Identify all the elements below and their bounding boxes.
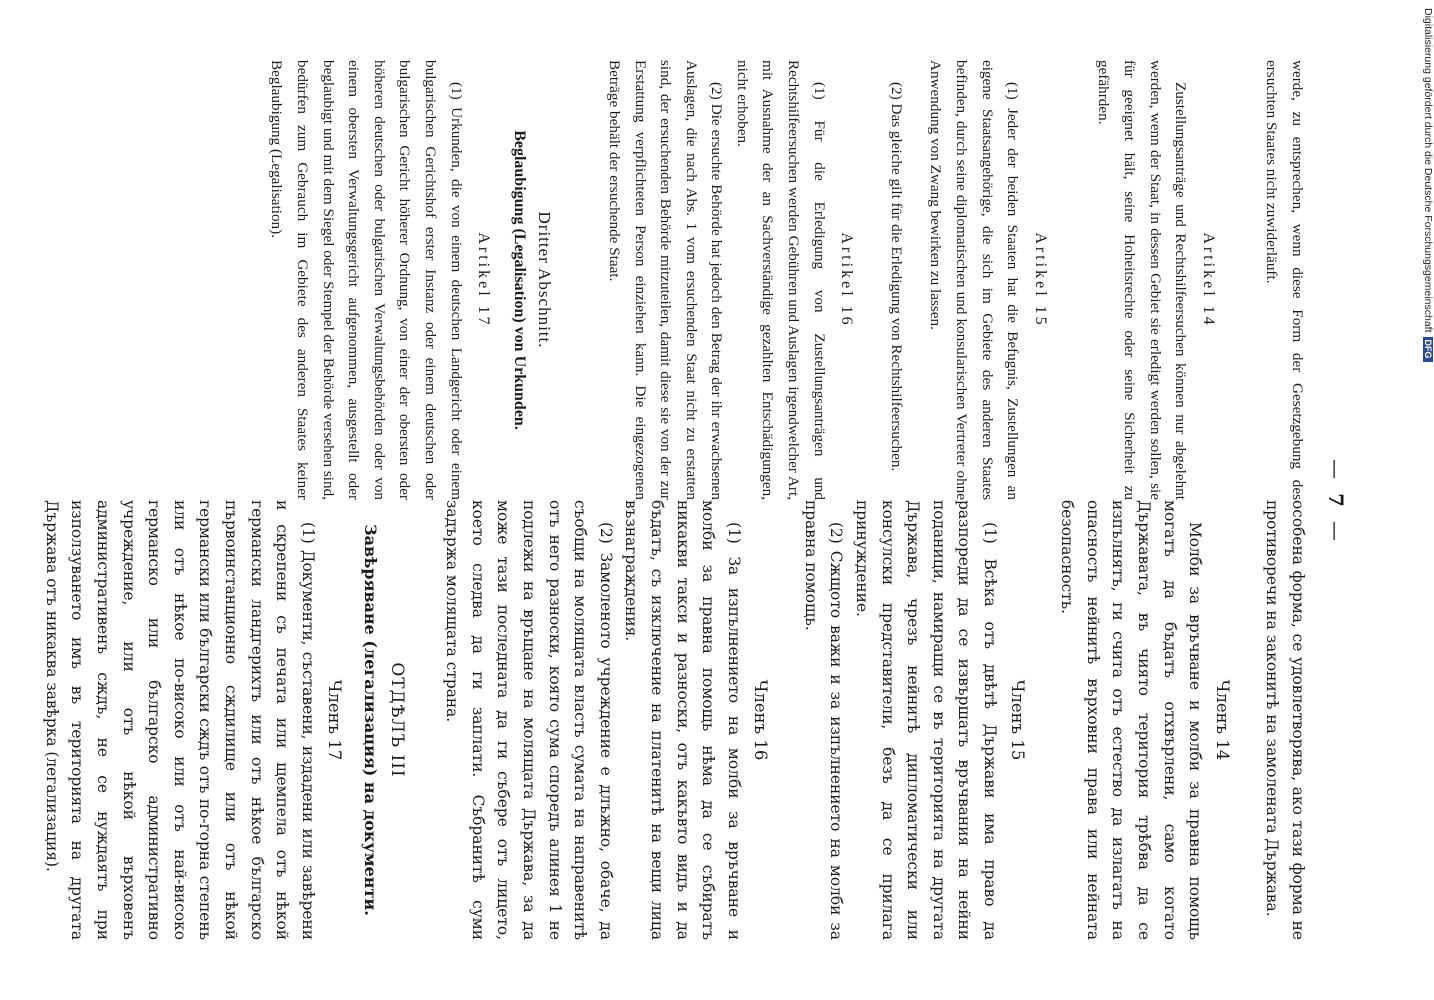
bulgarian-paragraph: (1) Всѣка отъ двѣтѣ Държави има право да разпореди да се извършатъ връчвания на нейни поданици, намиращи се въ територията на другата Държава, чрезъ нейнитѣ дипломатически или консулски представители, безъ да се прилага принуждение. [853,500,1000,940]
german-article-15-title: Artikel 15 [1031,232,1049,328]
german-paragraph: (2) Das gleiche gilt für die Erledigung von Rechtshilfeersuchen. [887,82,905,472]
bulgarian-column [38,500,1310,940]
german-column [264,60,1310,500]
bulgarian-paragraph: особена форма, се удовлетворява, ако тази форма не противоречи на законитѣ на замолената Държава. [1263,500,1307,940]
digitization-notice-text: Digitalisierung gefördert durch die Deutsche Forschungsgemeinschaft [1422,8,1434,333]
german-paragraph: Zustellungsanträge und Rechtshilfeersuchen können nur abgelehnt werden, wenn der Staat, in dessen Gebiet sie erledigt werden sollen, sie für geeignet hält, seine Hoheitsrechte oder seine Sicherheit zu gefährden. [1095,60,1190,500]
dfg-logo: DFG [1423,337,1433,362]
bulgarian-article-16-title: Членъ 16 [751,679,771,761]
digitization-notice [1422,8,1434,392]
bulgarian-paragraph: Молби за връчване и молби за правна помощь могатъ да бъдатъ отхвърлени, само когато Държавата, въ чиято територия трѣбва да се изпълнятъ, ги счита отъ естество да излагатъ на опасность нейнитѣ върховни права или нейната безопасность. [1058,500,1205,940]
bulgarian-section-title: Завѣряване (легализация) на документи. [361,524,380,916]
german-paragraph: (1) Jeder der beiden Staaten hat die Befugnis, Zustellungen an eigene Staatsangehörige, die sich im Gebiete des anderen Staates befinden, durch seine diplomatischen und konsularischen Vertreter ohne Anwendung von Zwang bewirken zu lassen. [927,60,1022,500]
german-article-14-title: Artikel 14 [1199,232,1217,328]
bulgarian-article-14-title: Членъ 14 [1212,679,1232,761]
german-article-16-title: Artikel 16 [838,232,856,328]
bulgarian-paragraph: (2) Сжщото важи и за изпълнението на молби за правна помощь. [801,500,846,940]
page-number: 7 [1324,493,1348,507]
german-paragraph: (1) Urkunden, die von einem deutschen Landgericht oder einem bulgarischen Gerichtshof erster Instanz oder einem deutschen oder bulgarischen Gericht höherer Ordnung, von einer der obersten oder höheren deutschen oder bulgarischen Verwaltungsbehörden oder von einem obersten Verwaltungsgericht aufgenommen, ausgestellt oder beglaubigt und mit dem Siegel oder Stempel der Behörde versehen sind, bedürfen zum Gebrauch im Gebiete des anderen Staates keiner Beglaubigung (Legalisation). [268,60,465,500]
bulgarian-paragraph: (1) За изпълнението на молби за връчване и молби за правна помощь нѣма да се събиратъ никакви такси и разноски, отъ какъвто видъ и да бъдатъ, съ изключение на платенитѣ на вещи лица възнаграждения. [622,500,743,940]
german-section-title: Beglaubigung (Legalisation) von Urkunden. [510,130,528,430]
bulgarian-paragraph: (1) Документи, съставени, издадени или завѣрени и скрепени съ печата или щемпела отъ нѣкой германски ландгерихтъ или отъ нѣкое българско първоинстанционно сждилище или отъ нѣкой германски или български сждъ отъ по-горна степень или отъ нѣкое по-високо или отъ най-високо германско или българско административно учреждение, или отъ нѣкой върховенъ административенъ сждъ, не се нуждаятъ при използуването имъ въ територията на другата Държава отъ никаква завѣрка (легализация). [42,500,317,940]
german-section-heading: Dritter Abschnitt. [535,211,555,349]
bulgarian-section-heading: ОТДѢЛЪ III [386,662,407,778]
page-header: —7— [1324,459,1348,541]
bulgarian-article-15-title: Членъ 15 [1007,679,1027,761]
bulgarian-article-17-title: Членъ 17 [325,679,345,761]
german-paragraph: werde, zu entsprechen, wenn diese Form der Gesetzgebung des ersuchten Staates nicht zuwiderläuft. [1263,60,1306,500]
bulgarian-paragraph: (2) Замоленото учреждение е длъжно, обаче, да съобщи на молящата власть сумата на направенитѣ отъ него разноски, която сума споредъ алинея 1 не подлежи на връщане на молящата Държава, за да може тази последната да ги събере отъ лицето, което следва да ги заплати. Събранитѣ суми задържа молящата страна. [443,500,615,940]
german-paragraph: (2) Die ersuchte Behörde hat jedoch den Betrag der ihr erwachsenen Auslagen, die nach Abs. 1 vom ersuchenden Staat nicht zu erstatten sind, der ersuchenden Behörde mitzuteilen, damit diese sie von der zur Erstattung verpflichteten Person einziehen kann. Die eingezogenen Beträge behält der ersuchende Staat. [605,60,726,500]
german-article-17-title: Artikel 17 [475,232,493,328]
german-paragraph: (1) Für die Erledigung von Zustellungsanträgen und Rechtshilfeersuchen werden Gebühren und Auslagen irgendwelcher Art, mit Ausnahme der an Sachverständige gezahlten Entschädigungen, nicht erhoben. [733,60,828,500]
